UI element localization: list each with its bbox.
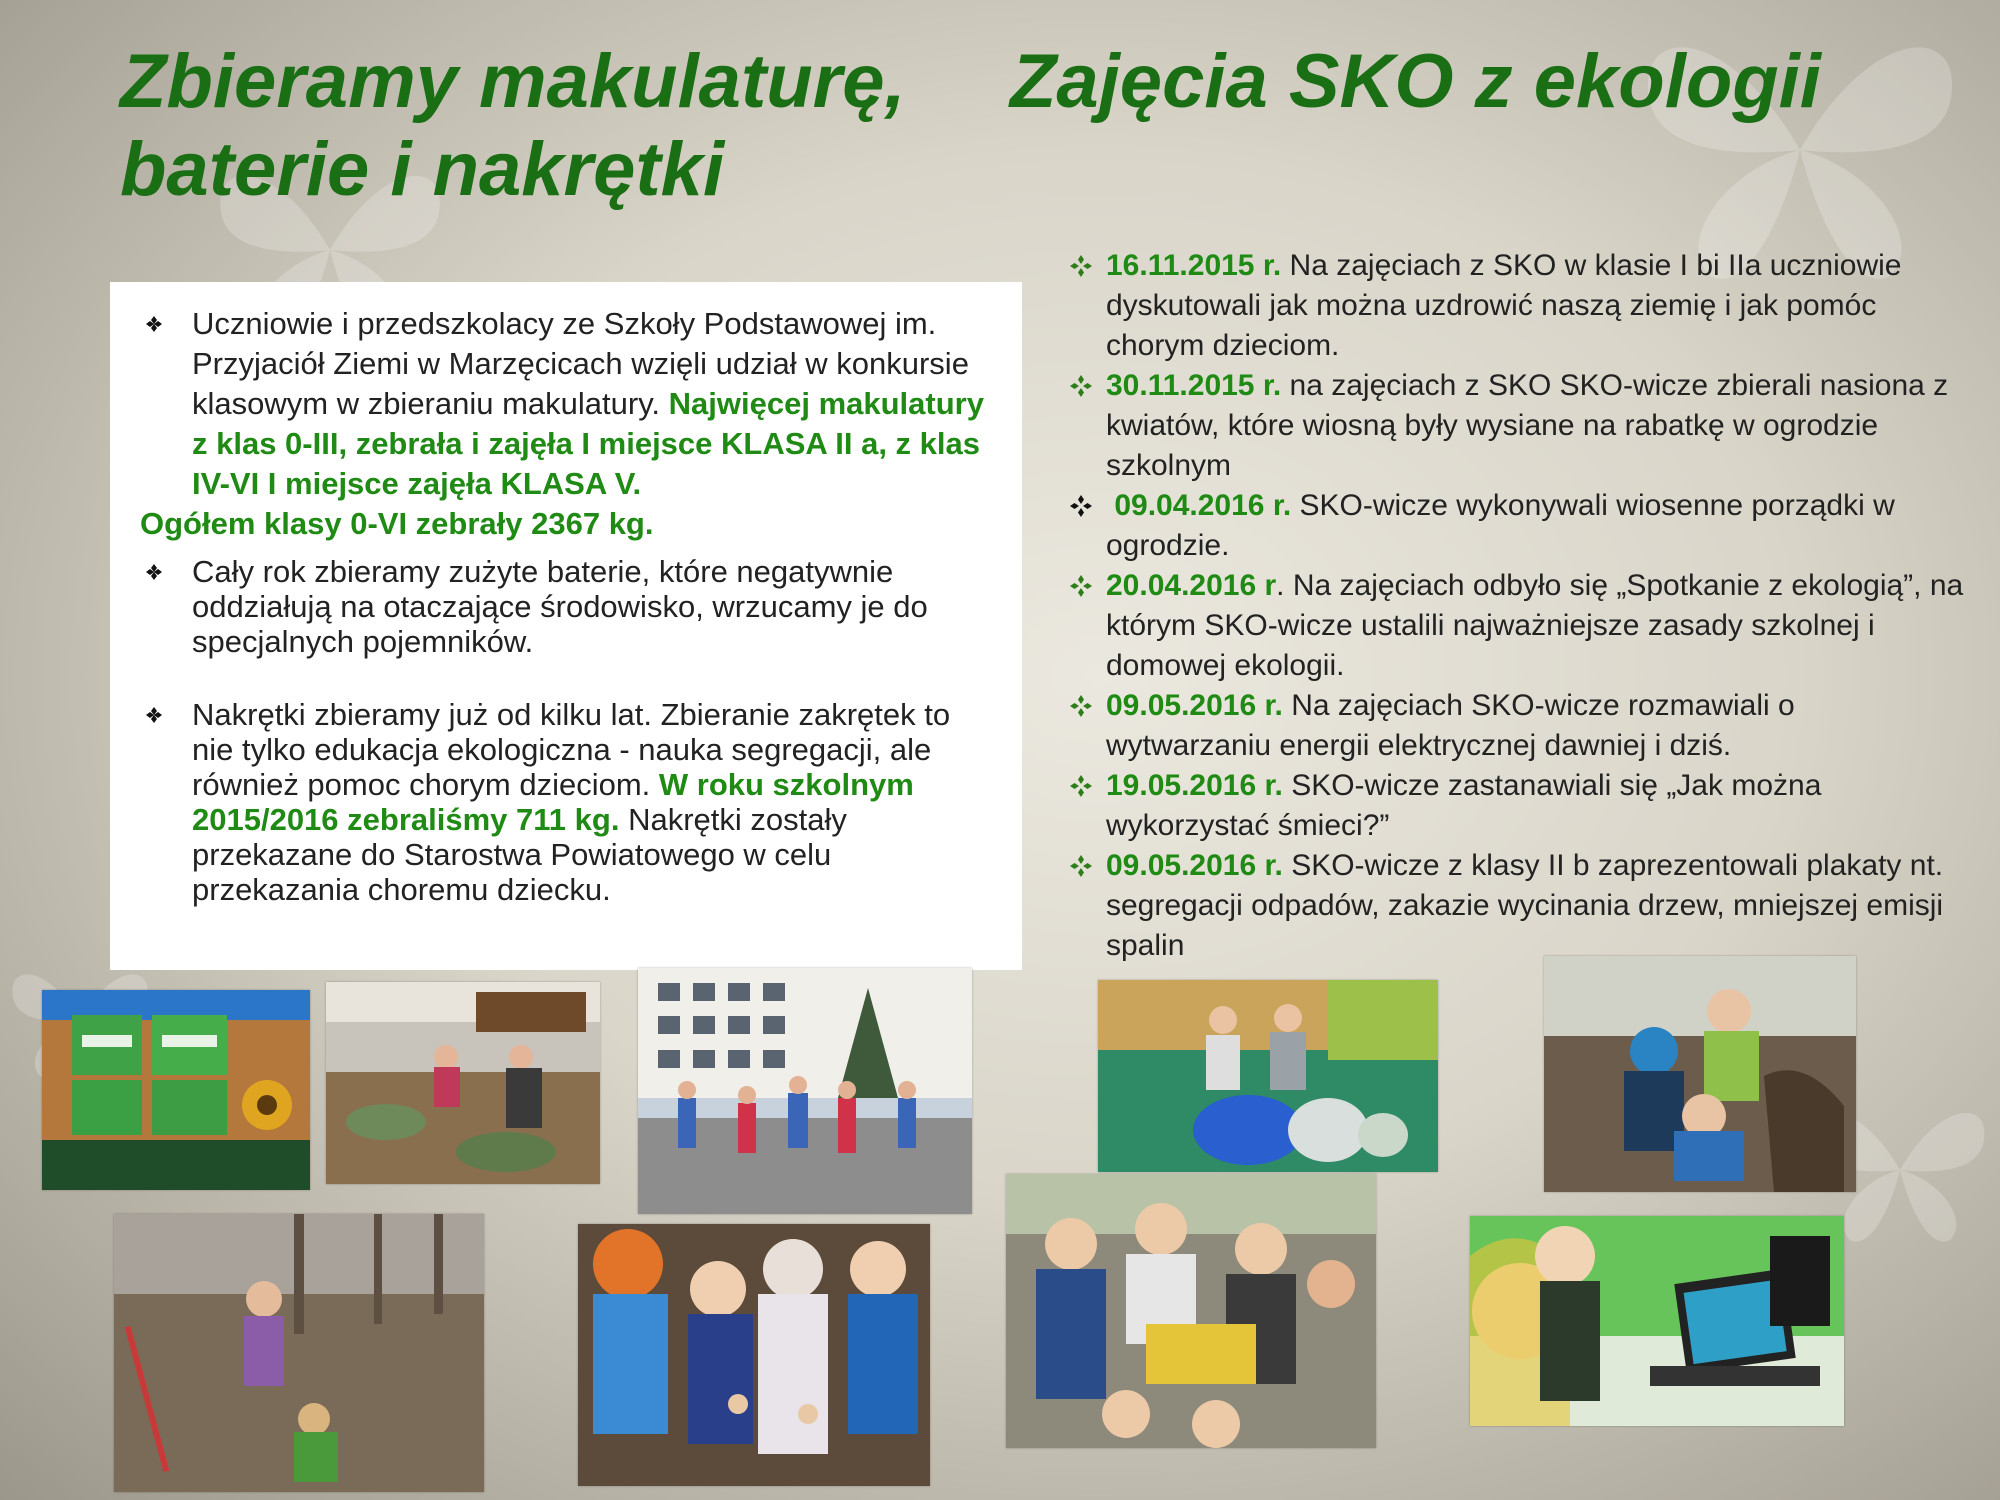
green-diamond-bullet-icon	[1068, 853, 1094, 879]
sko-activities-list	[1068, 246, 1968, 966]
right-section-title: Zajęcia SKO z ekologii	[1010, 39, 1821, 124]
sko-entry-date: 09.05.2016 r.	[1106, 689, 1283, 722]
paper-collection-winners: Najwięcej makulatury z klas 0-III, zebrała i zajęła I miejsce KLASA II a, z klas IV-VI I miejsce zajęła KLASA V.	[192, 386, 984, 501]
black-diamond-bullet-icon	[1068, 493, 1094, 519]
sko-entry	[1068, 486, 1968, 566]
sko-entry-date: 19.05.2016 r.	[1106, 769, 1283, 802]
green-diamond-bullet-icon	[1068, 773, 1094, 799]
photo-kids-seeds	[578, 1224, 930, 1486]
diamond-bullet-icon	[140, 304, 168, 344]
left-title-line-2: baterie i nakrętki	[120, 127, 725, 212]
sko-entry-text: na zajęciach z SKO SKO-wicze zbierali nasiona z kwiatów, które wiosną były wysiane na rabatkę w ogrodzie szkolnym	[1106, 369, 1949, 482]
caps-collection-total: W roku szkolnym 2015/2016 zebraliśmy 711 kg.	[192, 767, 914, 837]
paper-collection-item	[130, 304, 996, 504]
sko-entry-date: 20.04.2016 r	[1106, 569, 1277, 602]
caps-collection-item	[130, 697, 996, 907]
sko-entry	[1068, 766, 1968, 846]
photo-kids-laptop	[1470, 1216, 1844, 1426]
left-section-title	[120, 38, 1020, 214]
sko-entry-text: Na zajęciach SKO-wicze rozmawiali o wytwarzaniu energii elektrycznej dawniej i dziś.	[1106, 689, 1795, 762]
sko-entry-text: SKO-wicze zastanawiali się „Jak można wykorzystać śmieci?”	[1106, 769, 1822, 842]
sko-entry-date: 16.11.2015 r.	[1106, 249, 1282, 282]
sko-entry	[1068, 366, 1968, 486]
sko-entry	[1068, 846, 1968, 966]
photo-garden-work	[326, 982, 600, 1184]
sko-entry-date: 30.11.2015 r.	[1106, 369, 1282, 402]
photo-tree-planting-forest	[114, 1214, 484, 1492]
paper-collection-text: Uczniowie i przedszkolacy ze Szkoły Podstawowej im. Przyjaciół Ziemi w Marzęcicach wzięli udział w konkursie klasowym w zbieraniu makulatury.	[192, 306, 969, 421]
photo-classroom-bags	[1098, 980, 1438, 1172]
green-diamond-bullet-icon	[1068, 573, 1094, 599]
paper-collection-total	[140, 504, 996, 544]
sko-entry-text: SKO-wicze z klasy II b zaprezentowali plakaty nt. segregacji odpadów, zakazie wycinania drzew, mniejszej emisji spalin	[1106, 849, 1944, 962]
sko-entry	[1068, 686, 1968, 766]
sko-entry	[1068, 246, 1968, 366]
diamond-bullet-icon	[140, 697, 168, 737]
battery-collection-text: Cały rok zbieramy zużyte baterie, które negatywnie oddziałują na otaczające środowisko, wrzucamy je do specjalnych pojemników.	[192, 554, 928, 659]
recycling-info-box	[110, 282, 1022, 970]
photo-kids-table-activity	[1006, 1174, 1376, 1448]
sko-entry-date: 09.04.2016 r.	[1114, 489, 1292, 522]
caps-collection-destination: Nakrętki zostały przekazane do Starostwa Powiatowego w celu przekazania choremu dziecku.	[192, 802, 847, 907]
green-diamond-bullet-icon	[1068, 373, 1094, 399]
sko-entry	[1068, 566, 1968, 686]
sko-entry-date: 09.05.2016 r.	[1106, 849, 1283, 882]
paper-total-value: Ogółem klasy 0-VI zebrały 2367 kg	[140, 506, 645, 541]
caps-collection-text: Nakrętki zbieramy już od kilku lat. Zbieranie zakrętek to nie tylko edukacja ekologiczna - nauka segregacji, ale również pomoc chorym dzieciom.	[192, 697, 951, 802]
sko-entry-text: SKO-wicze wykonywali wiosenne porządki w ogrodzie.	[1106, 489, 1895, 562]
photo-battery-boxes	[42, 990, 310, 1190]
battery-collection-item	[130, 554, 996, 659]
green-diamond-bullet-icon	[1068, 693, 1094, 719]
photo-schoolyard-pinwheels	[638, 968, 972, 1214]
paper-total-period: .	[644, 506, 654, 541]
photo-kids-nature	[1544, 956, 1856, 1192]
green-diamond-bullet-icon	[1068, 253, 1094, 279]
sko-entry-text: . Na zajęciach odbyło się „Spotkanie z ekologią”, na którym SKO-wicze ustalili najważniejsze zasady szkolnej i domowej ekologii.	[1106, 569, 1964, 682]
diamond-bullet-icon	[140, 554, 168, 594]
sko-entry-text: Na zajęciach z SKO w klasie I bi IIa uczniowie dyskutowali jak można uzdrowić naszą ziemię i jak pomóc chorym dzieciom.	[1106, 249, 1902, 362]
left-title-line-1: Zbieramy makulaturę,	[120, 39, 906, 124]
